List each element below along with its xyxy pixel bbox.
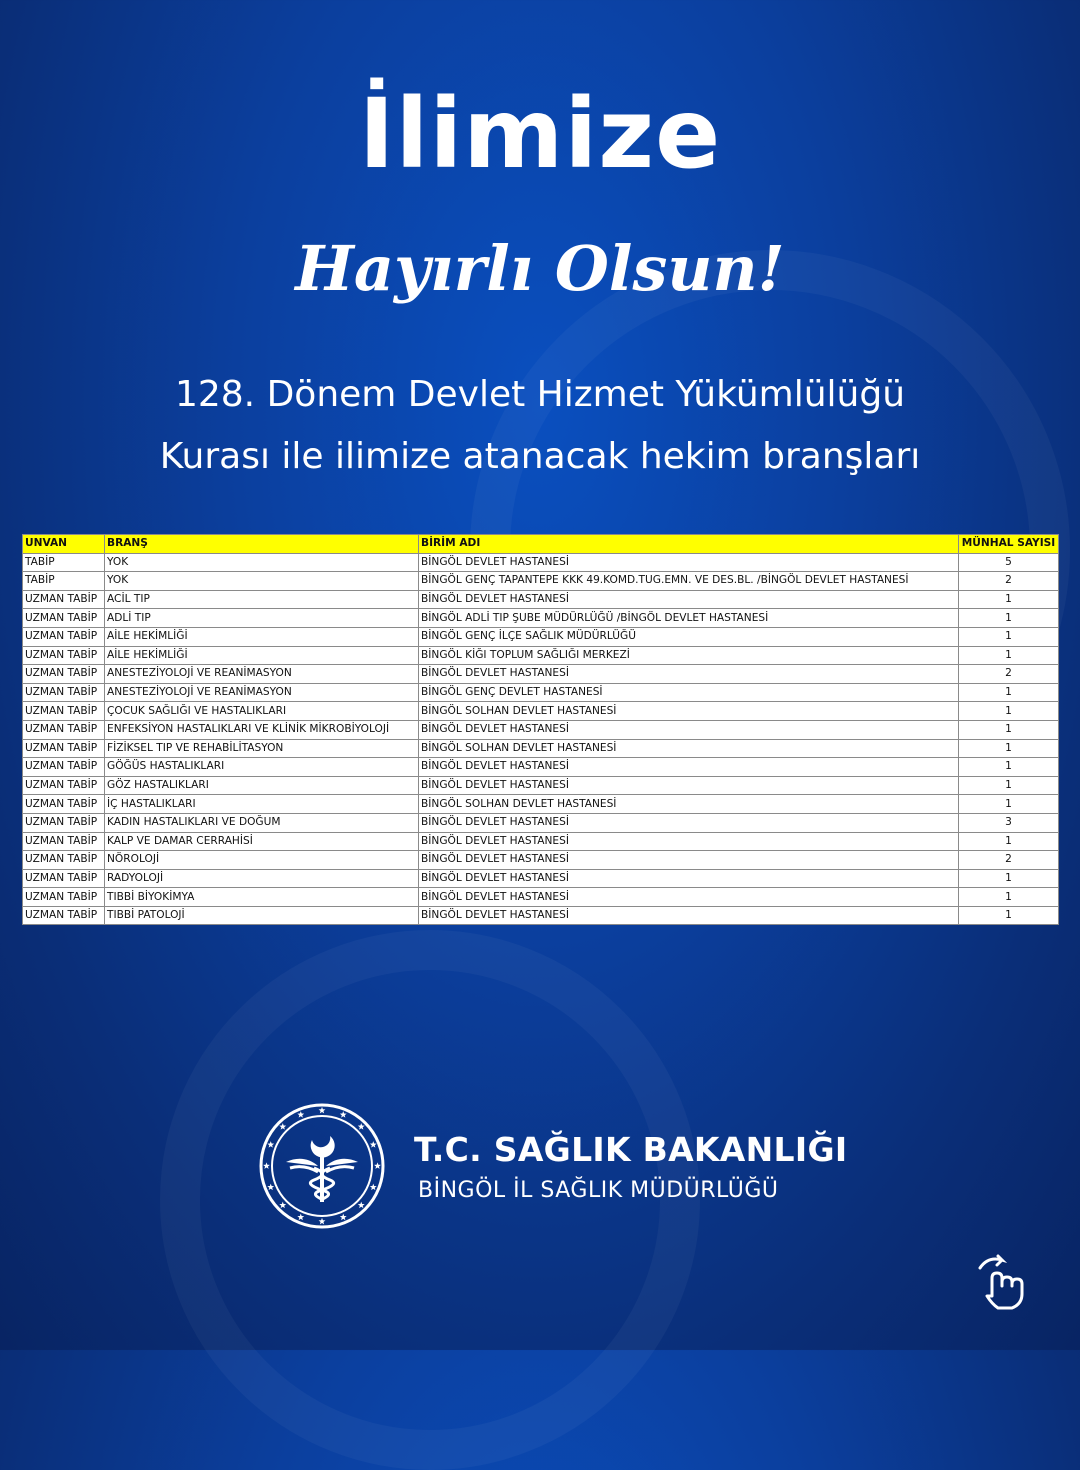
cell-brans: ANESTEZİYOLOJİ VE REANİMASYON <box>105 683 419 702</box>
cell-unvan: UZMAN TABİP <box>23 795 105 814</box>
table-row <box>23 851 1059 870</box>
cell-unvan: UZMAN TABİP <box>23 776 105 795</box>
cell-sayi: 1 <box>959 609 1059 628</box>
cell-birim: BİNGÖL GENÇ TAPANTEPE KKK 49.KOMD.TUG.EMN. VE DES.BL. /BİNGÖL DEVLET HASTANESİ <box>419 572 959 591</box>
star-icon <box>297 1111 304 1118</box>
star-icon <box>340 1214 347 1221</box>
cell-unvan: UZMAN TABİP <box>23 888 105 907</box>
subtitle-line: 128. Dönem Devlet Hizmet Yükümlülüğü <box>174 374 906 415</box>
column-header-unvan: UNVAN <box>23 535 105 554</box>
cell-sayi: 1 <box>959 776 1059 795</box>
cell-unvan: UZMAN TABİP <box>23 832 105 851</box>
cell-birim: BİNGÖL DEVLET HASTANESİ <box>419 851 959 870</box>
star-icon <box>370 1141 377 1148</box>
table-row <box>23 795 1059 814</box>
table-row <box>23 627 1059 646</box>
cell-brans: RADYOLOJİ <box>105 869 419 888</box>
cell-sayi: 3 <box>959 813 1059 832</box>
star-icon <box>279 1202 286 1209</box>
cell-unvan: TABİP <box>23 572 105 591</box>
cell-unvan: UZMAN TABİP <box>23 665 105 684</box>
cell-birim: BİNGÖL DEVLET HASTANESİ <box>419 813 959 832</box>
cell-birim: BİNGÖL SOLHAN DEVLET HASTANESİ <box>419 702 959 721</box>
star-icon <box>267 1184 274 1191</box>
table-row <box>23 776 1059 795</box>
assignment-table-container <box>22 534 1058 925</box>
cell-sayi: 1 <box>959 888 1059 907</box>
cell-brans: ENFEKSİYON HASTALIKLARI VE KLİNİK MİKROBİYOLOJİ <box>105 720 419 739</box>
table-row <box>23 720 1059 739</box>
star-icon <box>263 1162 270 1169</box>
cell-sayi: 1 <box>959 739 1059 758</box>
cell-brans: ANESTEZİYOLOJİ VE REANİMASYON <box>105 665 419 684</box>
star-icon <box>297 1214 304 1221</box>
star-icon <box>370 1184 377 1191</box>
cell-unvan: UZMAN TABİP <box>23 813 105 832</box>
cell-sayi: 2 <box>959 851 1059 870</box>
cell-unvan: UZMAN TABİP <box>23 851 105 870</box>
star-icon <box>358 1202 365 1209</box>
star-icon <box>279 1123 286 1130</box>
cell-brans: ACİL TIP <box>105 590 419 609</box>
cell-birim: BİNGÖL DEVLET HASTANESİ <box>419 832 959 851</box>
cell-brans: GÖĞÜS HASTALIKLARI <box>105 758 419 777</box>
table-row <box>23 702 1059 721</box>
cell-unvan: UZMAN TABİP <box>23 702 105 721</box>
organization-subtitle: BİNGÖL İL SAĞLIK MÜDÜRLÜĞÜ <box>418 1178 779 1203</box>
cell-sayi: 1 <box>959 758 1059 777</box>
table-header-row <box>23 535 1059 554</box>
cell-sayi: 1 <box>959 906 1059 925</box>
column-header-brans: BRANŞ <box>105 535 419 554</box>
cell-brans: ÇOCUK SAĞLIĞI VE HASTALIKLARI <box>105 702 419 721</box>
cell-birim: BİNGÖL DEVLET HASTANESİ <box>419 776 959 795</box>
cell-brans: ADLİ TIP <box>105 609 419 628</box>
cell-birim: BİNGÖL DEVLET HASTANESİ <box>419 869 959 888</box>
cell-unvan: UZMAN TABİP <box>23 758 105 777</box>
cell-unvan: UZMAN TABİP <box>23 720 105 739</box>
cell-birim: BİNGÖL ADLİ TIP ŞUBE MÜDÜRLÜĞÜ /BİNGÖL DEVLET HASTANESİ <box>419 609 959 628</box>
cell-birim: BİNGÖL GENÇ DEVLET HASTANESİ <box>419 683 959 702</box>
cell-unvan: UZMAN TABİP <box>23 590 105 609</box>
star-icon <box>358 1123 365 1130</box>
cell-birim: BİNGÖL DEVLET HASTANESİ <box>419 665 959 684</box>
star-icon <box>319 1107 326 1114</box>
cell-sayi: 1 <box>959 683 1059 702</box>
table-row <box>23 665 1059 684</box>
cell-brans: AİLE HEKİMLİĞİ <box>105 627 419 646</box>
cell-sayi: 2 <box>959 572 1059 591</box>
cell-unvan: UZMAN TABİP <box>23 683 105 702</box>
cell-brans: TIBBİ BİYOKİMYA <box>105 888 419 907</box>
cell-sayi: 1 <box>959 795 1059 814</box>
table-row <box>23 553 1059 572</box>
page-subtitle <box>0 364 1080 488</box>
assignment-table <box>22 534 1059 925</box>
cell-brans: İÇ HASTALIKLARI <box>105 795 419 814</box>
star-icon <box>340 1111 347 1118</box>
cell-birim: BİNGÖL DEVLET HASTANESİ <box>419 906 959 925</box>
cell-sayi: 1 <box>959 702 1059 721</box>
cell-sayi: 1 <box>959 646 1059 665</box>
cell-brans: TIBBİ PATOLOJİ <box>105 906 419 925</box>
table-row <box>23 813 1059 832</box>
cell-unvan: UZMAN TABİP <box>23 906 105 925</box>
table-row <box>23 609 1059 628</box>
cell-sayi: 1 <box>959 832 1059 851</box>
cell-sayi: 1 <box>959 627 1059 646</box>
cell-birim: BİNGÖL SOLHAN DEVLET HASTANESİ <box>419 795 959 814</box>
cell-unvan: UZMAN TABİP <box>23 627 105 646</box>
cell-sayi: 1 <box>959 720 1059 739</box>
table-row <box>23 758 1059 777</box>
cell-brans: GÖZ HASTALIKLARI <box>105 776 419 795</box>
table-row <box>23 590 1059 609</box>
cell-sayi: 1 <box>959 590 1059 609</box>
cell-brans: YOK <box>105 572 419 591</box>
star-icon <box>267 1141 274 1148</box>
table-row <box>23 572 1059 591</box>
cell-birim: BİNGÖL KİĞI TOPLUM SAĞLIĞI MERKEZİ <box>419 646 959 665</box>
cell-brans: NÖROLOJİ <box>105 851 419 870</box>
subtitle-line: Kurası ile ilimize atanacak hekim branşları <box>159 436 921 477</box>
cell-brans: YOK <box>105 553 419 572</box>
cell-unvan: UZMAN TABİP <box>23 869 105 888</box>
cell-unvan: TABİP <box>23 553 105 572</box>
page-script-title: Hayırlı Olsun! <box>295 232 785 305</box>
cell-birim: BİNGÖL SOLHAN DEVLET HASTANESİ <box>419 739 959 758</box>
cell-brans: FİZİKSEL TIP VE REHABİLİTASYON <box>105 739 419 758</box>
cell-sayi: 5 <box>959 553 1059 572</box>
cell-birim: BİNGÖL DEVLET HASTANESİ <box>419 590 959 609</box>
cell-unvan: UZMAN TABİP <box>23 646 105 665</box>
table-row <box>23 906 1059 925</box>
cell-sayi: 1 <box>959 869 1059 888</box>
table-body <box>23 553 1059 925</box>
organization-name: T.C. SAĞLIK BAKANLIĞI <box>414 1130 848 1169</box>
ministry-emblem-icon <box>258 1102 386 1230</box>
table-row <box>23 683 1059 702</box>
table-row <box>23 646 1059 665</box>
cell-unvan: UZMAN TABİP <box>23 609 105 628</box>
cell-birim: BİNGÖL GENÇ İLÇE SAĞLIK MÜDÜRLÜĞÜ <box>419 627 959 646</box>
column-header-birim: BİRİM ADI <box>419 535 959 554</box>
column-header-sayi: MÜNHAL SAYISI <box>959 535 1059 554</box>
star-icon <box>319 1218 326 1225</box>
table-row <box>23 888 1059 907</box>
cell-birim: BİNGÖL DEVLET HASTANESİ <box>419 888 959 907</box>
cell-brans: KALP VE DAMAR CERRAHİSİ <box>105 832 419 851</box>
cell-sayi: 2 <box>959 665 1059 684</box>
cell-birim: BİNGÖL DEVLET HASTANESİ <box>419 758 959 777</box>
star-icon <box>374 1162 381 1169</box>
table-row <box>23 739 1059 758</box>
swipe-hand-icon <box>970 1240 1040 1310</box>
cell-birim: BİNGÖL DEVLET HASTANESİ <box>419 720 959 739</box>
cell-brans: KADIN HASTALIKLARI VE DOĞUM <box>105 813 419 832</box>
cell-brans: AİLE HEKİMLİĞİ <box>105 646 419 665</box>
page-title: İlimize <box>358 78 722 190</box>
table-row <box>23 832 1059 851</box>
table-row <box>23 869 1059 888</box>
cell-unvan: UZMAN TABİP <box>23 739 105 758</box>
cell-birim: BİNGÖL DEVLET HASTANESİ <box>419 553 959 572</box>
